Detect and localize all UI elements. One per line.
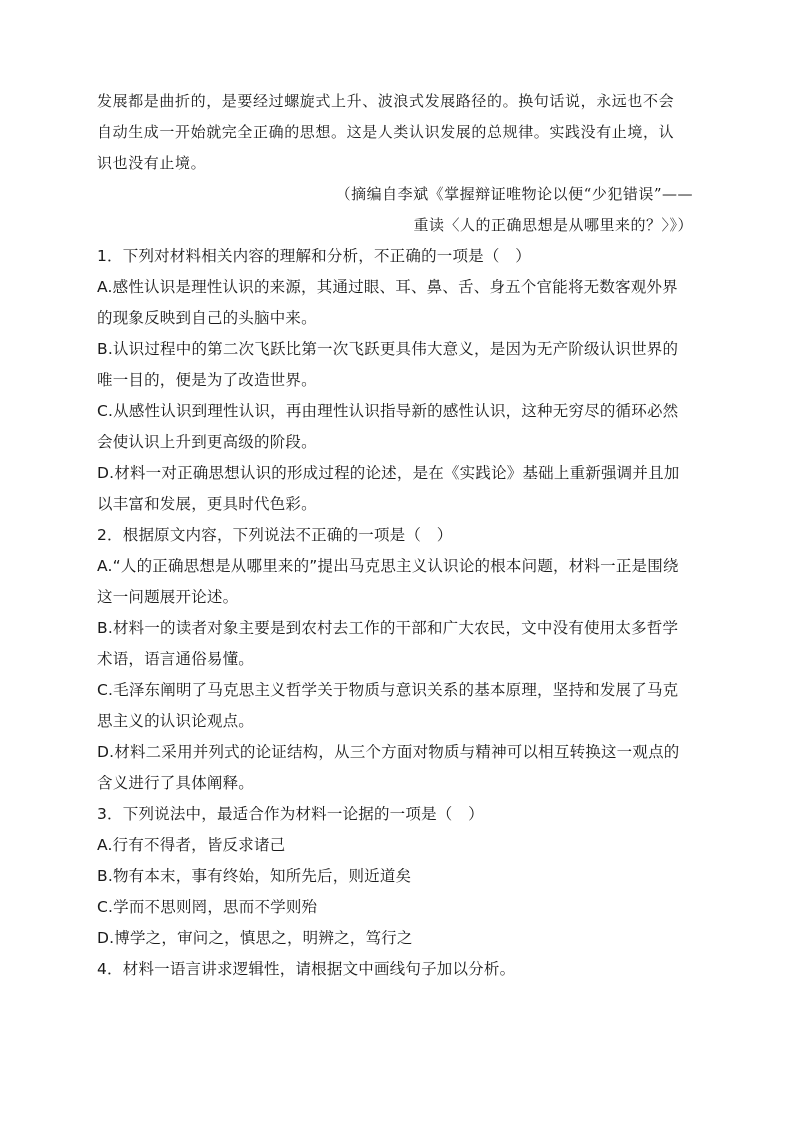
question-4 [97,954,693,985]
option-text: C.毛泽东阐明了马克思主义哲学关于物质与意识关系的基本原理，坚持和发展了马克 [97,681,679,699]
option-text: C.从感性认识到理性认识，再由理性认识指导新的感性认识，这种无穷尽的循环必然 [97,402,679,420]
option-text: A.“人的正确思想是从哪里来的”提出马克思主义认识论的根本问题，材料一正是围绕 [97,557,679,575]
option-c [97,675,693,737]
option-b [97,334,693,396]
option-text: 这一问题展开论述。 [97,588,239,606]
document-page [97,86,693,985]
option-a [97,272,693,334]
option-c: C.学而不思则罔，思而不学则殆 [97,898,318,916]
option-text: 会使认识上升到更高级的阶段。 [97,433,317,451]
option-text: D.材料二采用并列式的论证结构，从三个方面对物质与精神可以相互转换这一观点的 [97,743,680,761]
option-a: A.行有不得者，皆反求诸己 [97,836,286,854]
option-b [97,613,693,675]
option-d: D.博学之，审问之，慎思之，明辨之，笃行之 [97,929,413,947]
question-stem: 3．下列说法中，最适合作为材料一论据的一项是（ ） [97,805,484,823]
source-line: （摘编自李斌《掌握辩证唯物论以便“少犯错误”—— [335,185,693,203]
option-text: 的现象反映到自己的头脑中来。 [97,309,317,327]
option-c [97,396,693,458]
question-2 [97,520,693,799]
passage-line: 识也没有止境。 [97,154,207,172]
option-text: B.材料一的读者对象主要是到农村去工作的干部和广大农民，文中没有使用太多哲学 [97,619,679,637]
option-d [97,737,693,799]
source-line: 重读〈人的正确思想是从哪里来的？〉》） [413,216,693,234]
option-text: 以丰富和发展，更具时代色彩。 [97,495,317,513]
question-stem: 1．下列对材料相关内容的理解和分析，不正确的一项是（ ） [97,247,531,265]
option-d [97,458,693,520]
question-1 [97,241,693,520]
question-stem: 4．材料一语言讲求逻辑性，请根据文中画线句子加以分析。 [97,960,516,978]
option-a [97,551,693,613]
passage-line: 发展都是曲折的，是要经过螺旋式上升、波浪式发展路径的。换句话说，永远也不会 [97,92,675,110]
option-text: 术语，语言通俗易懂。 [97,650,255,668]
passage-source [97,179,693,241]
option-text: A.感性认识是理性认识的来源，其通过眼、耳、鼻、舌、身五个官能将无数客观外界 [97,278,678,296]
option-text: 含义进行了具体阐释。 [97,774,255,792]
question-stem: 2．根据原文内容，下列说法不正确的一项是（ ） [97,526,453,544]
option-text: 思主义的认识论观点。 [97,712,255,730]
passage-text [97,86,693,179]
option-b: B.物有本末，事有终始，知所先后，则近道矣 [97,867,412,885]
option-text: 唯一目的，便是为了改造世界。 [97,371,317,389]
passage-line: 自动生成一开始就完全正确的思想。这是人类认识发展的总规律。实践没有止境，认 [97,123,675,141]
option-text: D.材料一对正确思想认识的形成过程的论述，是在《实践论》基础上重新强调并且加 [97,464,680,482]
question-list [97,241,693,985]
question-3 [97,799,693,954]
option-text: B.认识过程中的第二次飞跃比第一次飞跃更具伟大意义，是因为无产阶级认识世界的 [97,340,679,358]
